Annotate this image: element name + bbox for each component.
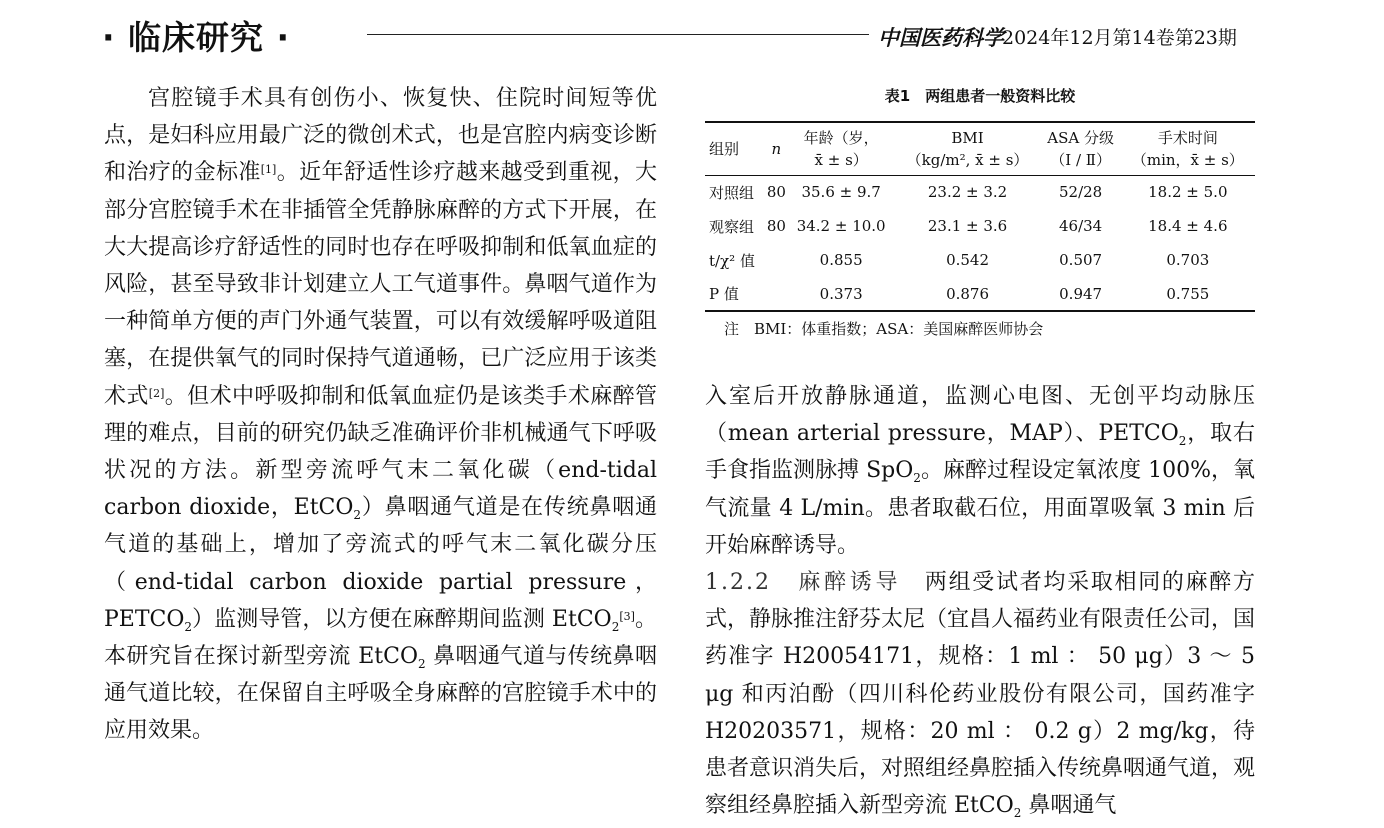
table-cell: 46/34 — [1059, 217, 1103, 235]
table-cell: 23.1 ± 3.6 — [927, 217, 1008, 235]
table-cell: 0.373 — [819, 284, 863, 303]
citation: [3] — [619, 609, 635, 623]
table-cell — [765, 243, 788, 277]
table-cell: 0.542 — [946, 251, 990, 269]
table-row — [705, 243, 1255, 277]
anesthesia-paragraph: 1.2.2 麻醉诱导 两组受试者均采取相同的麻醉方式，静脉推注舒芬太尼（宜昌人福药业有限责任公司，国药准字 H20054171，规格：1 ml ： 50 μg）3 ～ 5 μg 和丙泊酚（四川科伦药业股份有限公司，国药准字 H20203571，规格：20 ml ： 0.2 g）2 mg/kg，待患者意识消失后，对照组经鼻腔插入传统鼻咽通气道，观察组经鼻腔插入新型旁流 EtCO$_2$ 鼻咽通气 — [705, 570, 1256, 821]
table-cell: 0.876 — [946, 284, 990, 303]
column-header: 组别 — [709, 139, 740, 158]
data-table — [705, 121, 1255, 312]
citation: [1] — [260, 163, 277, 177]
table-cell: 观察组 — [709, 217, 755, 236]
table-cell: 18.2 ± 5.0 — [1148, 183, 1228, 202]
table-cell: t/χ² 值 — [709, 251, 755, 270]
table-cell — [765, 277, 788, 311]
table-cell: 0.755 — [1166, 284, 1210, 303]
table-cell: 35.6 ± 9.7 — [801, 183, 881, 202]
table-cell: 52/28 — [1059, 183, 1103, 202]
column-header: ASA 分级 （Ⅰ / Ⅱ） — [1047, 128, 1114, 169]
right-column — [705, 378, 1255, 824]
table-cell: P 值 — [709, 285, 739, 303]
table-title: 表1 两组患者一般资料比较 — [884, 87, 1076, 105]
table-cell: 对照组 — [709, 183, 755, 202]
methods-paragraph: 入室后开放静脉通道，监测心电图、无创平均动脉压（mean arterial pressure，MAP）、$PETCO_2$，取右手食指监测脉搏 SpO$_2$。麻醉过程设定氧浓度 100%，氧气流量 4 L/min。患者取截石位，用面罩吸氧 3 min 后开始麻醉诱导。 — [705, 384, 1256, 558]
table-cell: 23.2 ± 3.2 — [927, 183, 1008, 202]
table-cell: 80 — [766, 217, 786, 235]
table-cell: 34.2 ± 10.0 — [796, 217, 886, 235]
column-header: BMI （kg/m², x̄ ± s） — [906, 128, 1029, 169]
column-header: n — [771, 139, 782, 158]
table-cell: 0.947 — [1059, 284, 1103, 303]
intro-paragraph: 宫腔镜手术具有创伤小、恢复快、住院时间短等优点，是妇科应用最广泛的微创术式，也是宫腔内病变诊断和治疗的金标准[1]。近年舒适性诊疗越来越受到重视，大部分宫腔镜手术在非插管全凭静脉麻醉的方式下开展，在大大提高诊疗舒适性的同时也存在呼吸抑制和低氧血症的风险，甚至导致非计划建立人工气道事件。鼻咽气道作为一种简单方便的声门外通气装置，可以有效缓解呼吸道阻塞，在提供氧气的同时保持气道通畅，已广泛应用于该类术式[2]。但术中呼吸抑制和低氧血症仍是该类手术麻醉管理的难点，目前的研究仍缺乏准确评价非机械通气下呼吸状况的方法。新型旁流呼气末二氧化碳（end-tidal carbon dioxide，EtCO$_2$）鼻咽通气道是在传统鼻咽通气道的基础上，增加了旁流式的呼气末二氧化碳分压（end-tidal carbon dioxide partial pressure，$PETCO_2$）监测导管，以方便在麻醉期间监测 EtCO$_2$[3]。本研究旨在探讨新型旁流 EtCO$_2$ 鼻咽通气道与传统鼻咽通气道比较，在保留自主呼吸全身麻醉的宫腔镜手术中的应用效果。 — [104, 86, 657, 744]
table-header-row — [705, 122, 1255, 175]
header-rule — [367, 34, 869, 35]
table-row — [705, 209, 1255, 243]
section-title: · 临床研究 · — [102, 18, 291, 57]
issue-info: 2024年12月第14卷第23期 — [1002, 27, 1237, 49]
table-cell: 0.703 — [1166, 251, 1210, 269]
column-header: 年龄（岁， x̄ ± s） — [803, 128, 879, 169]
table-cell: 0.855 — [819, 251, 863, 269]
table-cell: 18.4 ± 4.6 — [1148, 217, 1228, 235]
page-header — [0, 0, 1384, 70]
table-row — [705, 277, 1255, 311]
table-note: 注 BMI：体重指数；ASA：美国麻醉医师协会 — [724, 320, 1044, 338]
column-header: 手术时间 （min，x̄ ± s） — [1131, 128, 1244, 169]
table-cell: 80 — [766, 183, 786, 202]
table-cell: 0.507 — [1059, 251, 1103, 269]
subsection-heading: 1.2.2 麻醉诱导 — [705, 570, 902, 596]
citation: [2] — [148, 386, 165, 400]
table-row — [705, 175, 1255, 209]
left-column — [104, 80, 657, 750]
journal-name: 中国医药科学 — [878, 25, 1004, 50]
